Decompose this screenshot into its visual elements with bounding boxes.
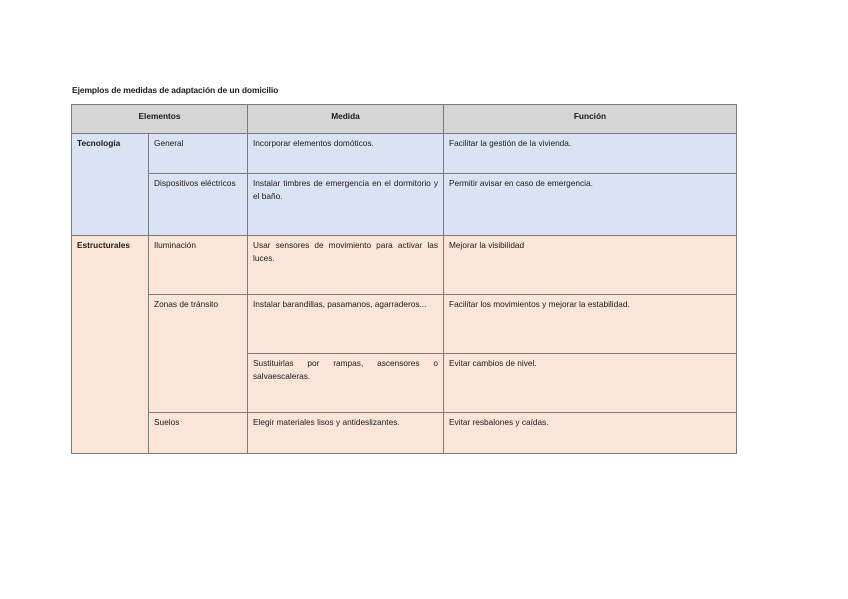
funcion-cell: Permitir avisar en caso de emergencia. xyxy=(444,174,737,236)
category-estructurales: Estructurales xyxy=(72,236,149,454)
funcion-cell: Mejorar la visibilidad xyxy=(444,236,737,295)
table-row xyxy=(72,134,737,174)
medida-cell: Instalar barandillas, pasamanos, agarraderos... xyxy=(248,295,444,354)
medida-cell: Sustituirlas por rampas, ascensores o salvaescaleras. xyxy=(248,354,444,413)
category-tecnologia: Tecnología xyxy=(72,134,149,236)
table-row xyxy=(72,413,737,454)
funcion-cell: Evitar resbalones y caídas. xyxy=(444,413,737,454)
table-row xyxy=(72,174,737,236)
element-cell: Iluminación xyxy=(149,236,248,295)
element-cell: Zonas de tránsito xyxy=(149,295,248,413)
medida-cell: Usar sensores de movimiento para activar las luces. xyxy=(248,236,444,295)
medida-cell: Instalar timbres de emergencia en el dormitorio y el baño. xyxy=(248,174,444,236)
table-header-row xyxy=(72,105,737,134)
table-row xyxy=(72,236,737,295)
adaptation-measures-table xyxy=(71,104,737,454)
medida-cell: Incorporar elementos domóticos. xyxy=(248,134,444,174)
table-row xyxy=(72,295,737,354)
funcion-cell: Evitar cambios de nivel. xyxy=(444,354,737,413)
header-medida: Medida xyxy=(248,105,444,134)
header-elementos: Elementos xyxy=(72,105,248,134)
element-cell: General xyxy=(149,134,248,174)
funcion-cell: Facilitar la gestión de la vivienda. xyxy=(444,134,737,174)
header-funcion: Función xyxy=(444,105,737,134)
medida-cell: Elegir materiales lisos y antideslizantes. xyxy=(248,413,444,454)
element-cell: Dispositivos eléctricos xyxy=(149,174,248,236)
funcion-cell: Facilitar los movimientos y mejorar la estabilidad. xyxy=(444,295,737,354)
element-cell: Suelos xyxy=(149,413,248,454)
document-title: Ejemplos de medidas de adaptación de un domicilio xyxy=(72,85,279,95)
